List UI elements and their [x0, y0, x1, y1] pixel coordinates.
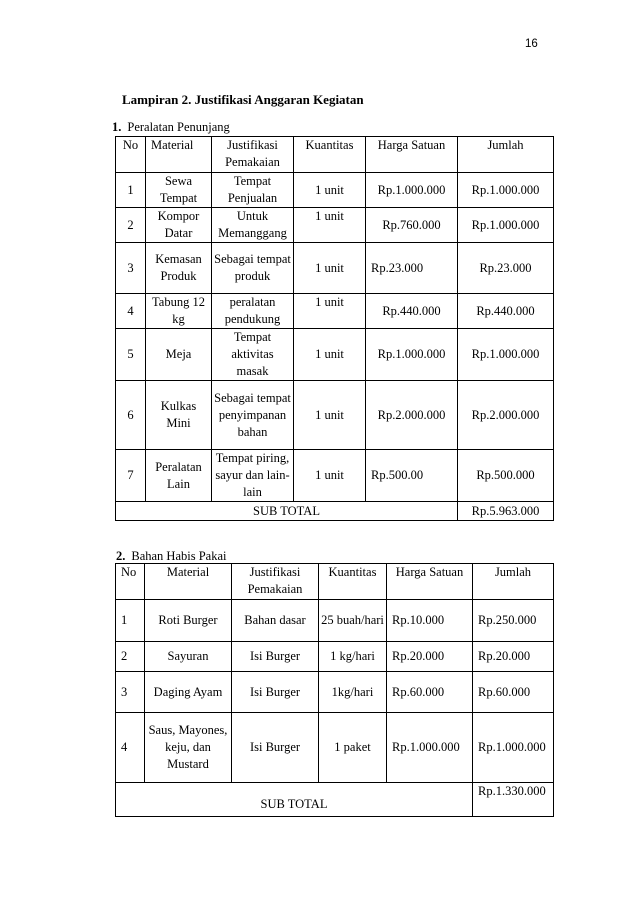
cell-kuantitas: 1 kg/hari	[319, 642, 387, 672]
cell-no: 3	[116, 243, 146, 294]
cell-no: 4	[116, 294, 146, 329]
subtotal-label: SUB TOTAL	[116, 502, 458, 521]
cell-no: 7	[116, 450, 146, 502]
cell-harga-satuan: Rp.60.000	[387, 672, 473, 713]
cell-harga-satuan: Rp.500.00	[366, 450, 458, 502]
subtotal-row	[116, 502, 554, 521]
header-harga-satuan: Harga Satuan	[366, 137, 458, 173]
cell-justifikasi: Untuk Memanggang	[212, 208, 294, 243]
cell-jumlah: Rp.1.000.000	[458, 329, 554, 381]
cell-justifikasi: Tempat piring, sayur dan lain-lain	[212, 450, 294, 502]
table-peralatan-penunjang	[115, 136, 554, 521]
cell-no: 5	[116, 329, 146, 381]
section1-title: Peralatan Penunjang	[127, 120, 230, 134]
table-row	[116, 672, 554, 713]
cell-justifikasi: Isi Burger	[232, 672, 319, 713]
cell-justifikasi: Tempat Penjualan	[212, 173, 294, 208]
cell-material: Kemasan Produk	[146, 243, 212, 294]
cell-jumlah: Rp.1.000.000	[473, 713, 554, 783]
cell-material: Kulkas Mini	[146, 381, 212, 450]
cell-no: 2	[116, 642, 145, 672]
cell-kuantitas: 25 buah/hari	[319, 600, 387, 642]
cell-material: Roti Burger	[145, 600, 232, 642]
section1-number: 1.	[112, 120, 122, 134]
cell-harga-satuan: Rp.2.000.000	[366, 381, 458, 450]
header-justifikasi: Justifikasi Pemakaian	[212, 137, 294, 173]
header-no: No	[116, 564, 145, 600]
section2-number: 2.	[116, 549, 126, 563]
table-row	[116, 600, 554, 642]
cell-kuantitas: 1 unit	[294, 329, 366, 381]
cell-jumlah: Rp.1.000.000	[458, 208, 554, 243]
subtotal-row	[116, 783, 554, 817]
table-row	[116, 208, 554, 243]
cell-kuantitas: 1 unit	[294, 294, 366, 329]
section2-heading	[116, 549, 227, 564]
table-row	[116, 294, 554, 329]
table-row	[116, 329, 554, 381]
cell-jumlah: Rp.23.000	[458, 243, 554, 294]
cell-no: 1	[116, 173, 146, 208]
table-row	[116, 642, 554, 672]
cell-harga-satuan: Rp.10.000	[387, 600, 473, 642]
cell-justifikasi: Isi Burger	[232, 713, 319, 783]
subtotal-value: Rp.5.963.000	[458, 502, 554, 521]
table-bahan-habis-pakai	[115, 563, 554, 817]
cell-no: 1	[116, 600, 145, 642]
cell-kuantitas: 1 paket	[319, 713, 387, 783]
cell-jumlah: Rp.1.000.000	[458, 173, 554, 208]
cell-justifikasi: Sebagai tempat produk	[212, 243, 294, 294]
cell-material: Peralatan Lain	[146, 450, 212, 502]
header-no: No	[116, 137, 146, 173]
header-kuantitas: Kuantitas	[319, 564, 387, 600]
cell-material: Tabung 12 kg	[146, 294, 212, 329]
header-kuantitas: Kuantitas	[294, 137, 366, 173]
cell-jumlah: Rp.500.000	[458, 450, 554, 502]
table-row	[116, 450, 554, 502]
cell-material: Sewa Tempat	[146, 173, 212, 208]
cell-harga-satuan: Rp.760.000	[366, 208, 458, 243]
table-row	[116, 713, 554, 783]
subtotal-label: SUB TOTAL	[116, 783, 473, 817]
cell-material: Kompor Datar	[146, 208, 212, 243]
header-material: Material	[145, 564, 232, 600]
cell-material: Saus, Mayones, keju, dan Mustard	[145, 713, 232, 783]
cell-harga-satuan: Rp.1.000.000	[366, 329, 458, 381]
page-number: 16	[525, 38, 538, 50]
cell-jumlah: Rp.20.000	[473, 642, 554, 672]
cell-material: Sayuran	[145, 642, 232, 672]
cell-jumlah: Rp.440.000	[458, 294, 554, 329]
cell-justifikasi: peralatan pendukung	[212, 294, 294, 329]
cell-kuantitas: 1 unit	[294, 450, 366, 502]
section1-heading	[112, 120, 230, 135]
cell-justifikasi: Sebagai tempat penyimpanan bahan	[212, 381, 294, 450]
header-jumlah: Jumlah	[473, 564, 554, 600]
cell-harga-satuan: Rp.1.000.000	[366, 173, 458, 208]
header-material: Material	[146, 137, 212, 173]
table-header-row	[116, 564, 554, 600]
cell-material: Meja	[146, 329, 212, 381]
cell-material: Daging Ayam	[145, 672, 232, 713]
table-row	[116, 243, 554, 294]
cell-harga-satuan: Rp.23.000	[366, 243, 458, 294]
cell-harga-satuan: Rp.1.000.000	[387, 713, 473, 783]
cell-justifikasi: Tempat aktivitas masak	[212, 329, 294, 381]
document-title: Lampiran 2. Justifikasi Anggaran Kegiatan	[122, 92, 364, 107]
cell-jumlah: Rp.2.000.000	[458, 381, 554, 450]
cell-kuantitas: 1kg/hari	[319, 672, 387, 713]
cell-no: 2	[116, 208, 146, 243]
cell-kuantitas: 1 unit	[294, 381, 366, 450]
section2-title: Bahan Habis Pakai	[131, 549, 227, 563]
cell-harga-satuan: Rp.440.000	[366, 294, 458, 329]
cell-jumlah: Rp.60.000	[473, 672, 554, 713]
header-harga-satuan: Harga Satuan	[387, 564, 473, 600]
table-row	[116, 381, 554, 450]
table-header-row	[116, 137, 554, 173]
table-row	[116, 173, 554, 208]
cell-no: 6	[116, 381, 146, 450]
cell-kuantitas: 1 unit	[294, 208, 366, 243]
cell-kuantitas: 1 unit	[294, 173, 366, 208]
cell-kuantitas: 1 unit	[294, 243, 366, 294]
cell-harga-satuan: Rp.20.000	[387, 642, 473, 672]
cell-justifikasi: Bahan dasar	[232, 600, 319, 642]
header-justifikasi: Justifikasi Pemakaian	[232, 564, 319, 600]
subtotal-value: Rp.1.330.000	[473, 783, 554, 817]
cell-justifikasi: Isi Burger	[232, 642, 319, 672]
cell-no: 3	[116, 672, 145, 713]
cell-no: 4	[116, 713, 145, 783]
cell-jumlah: Rp.250.000	[473, 600, 554, 642]
header-jumlah: Jumlah	[458, 137, 554, 173]
